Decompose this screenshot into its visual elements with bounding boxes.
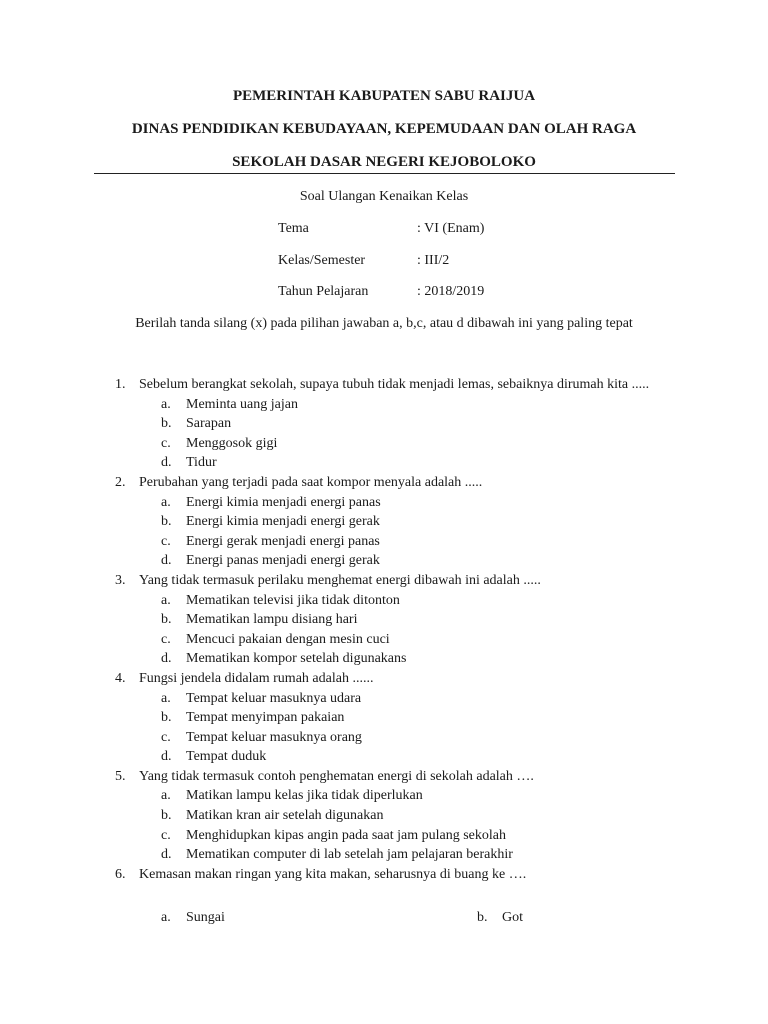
question-text: Kemasan makan ringan yang kita makan, seharusnya di buang ke …. [139, 866, 527, 882]
option-letter: b. [477, 910, 488, 925]
meta-label: Tema [278, 221, 309, 236]
option-text: Energi kimia menjadi energi gerak [186, 514, 380, 530]
exam-title: Soal Ulangan Kenaikan Kelas [299, 189, 469, 204]
option-text: Sungai [186, 910, 225, 925]
answer-option [115, 591, 675, 611]
option-text: Mencuci pakaian dengan mesin cuci [186, 631, 390, 647]
answer-option [115, 689, 675, 709]
answer-option [115, 747, 675, 767]
answer-option [115, 453, 675, 473]
option-letter: c. [161, 435, 171, 451]
option-text: Meminta uang jajan [186, 396, 298, 412]
question-text: Yang tidak termasuk perilaku menghemat energi dibawah ini adalah ..... [139, 572, 541, 588]
question-text: Fungsi jendela didalam rumah adalah ...... [139, 670, 374, 686]
instruction-text: Berilah tanda silang (x) pada pilihan jawaban a, b,c, atau d dibawah ini yang paling tepat [135, 316, 633, 331]
option-text: Sarapan [186, 416, 232, 432]
question-item [115, 669, 675, 689]
header-department: DINAS PENDIDIKAN KEBUDAYAAN, KEPEMUDAAN DAN OLAH RAGA [131, 121, 637, 137]
option-letter: a. [161, 690, 171, 706]
meta-label: Tahun Pelajaran [278, 284, 369, 299]
option-text: Got [502, 910, 523, 925]
option-letter: c. [161, 827, 171, 843]
option-letter: a. [161, 494, 171, 510]
header-school: SEKOLAH DASAR NEGERI KEJOBOLOKO [232, 154, 536, 170]
option-text: Matikan kran air setelah digunakan [186, 808, 384, 824]
meta-value: : 2018/2019 [417, 284, 485, 299]
option-text: Menggosok gigi [186, 435, 278, 451]
header-divider [94, 173, 675, 174]
answer-option [115, 630, 675, 650]
option-text: Energi panas menjadi energi gerak [186, 553, 380, 569]
option-text: Mematikan kompor setelah digunakans [186, 651, 407, 667]
option-text: Mematikan lampu disiang hari [186, 612, 358, 628]
answer-option [115, 610, 675, 630]
answer-option [115, 708, 675, 728]
option-letter: b. [161, 514, 172, 530]
answer-option [115, 728, 675, 748]
option-letter: a. [161, 788, 171, 804]
option-letter: d. [161, 553, 172, 569]
header-government: PEMERINTAH KABUPATEN SABU RAIJUA [232, 88, 536, 104]
option-text: Tempat keluar masuknya orang [186, 729, 362, 745]
answer-option [115, 649, 675, 669]
option-text: Tidur [186, 455, 217, 471]
question-number: 6. [115, 866, 126, 882]
option-text: Tempat keluar masuknya udara [186, 690, 362, 706]
option-text: Mematikan televisi jika tidak ditonton [186, 592, 400, 608]
option-letter: b. [161, 612, 172, 628]
option-text: Mematikan computer di lab setelah jam pelajaran berakhir [186, 847, 513, 863]
option-text: Tempat duduk [186, 749, 267, 765]
answer-option [115, 551, 675, 571]
option-letter: c. [161, 729, 171, 745]
question-item [115, 571, 675, 591]
question-item [115, 767, 675, 787]
option-letter: b. [161, 808, 172, 824]
answer-option [115, 786, 675, 806]
answer-option [115, 493, 675, 513]
meta-label: Kelas/Semester [278, 253, 366, 268]
option-text: Energi gerak menjadi energi panas [186, 533, 380, 549]
question-number: 3. [115, 572, 126, 588]
meta-value: : VI (Enam) [417, 221, 485, 236]
question-number: 5. [115, 768, 126, 784]
option-letter: b. [161, 710, 172, 726]
option-letter: c. [161, 533, 171, 549]
answer-option [115, 826, 675, 846]
meta-value: : III/2 [417, 253, 450, 268]
question-text: Perubahan yang terjadi pada saat kompor menyala adalah ..... [139, 474, 483, 490]
question-number: 2. [115, 474, 126, 490]
question-number: 1. [115, 377, 126, 392]
question-item [115, 375, 675, 395]
question-item [115, 473, 675, 493]
option-letter: a. [161, 910, 171, 925]
answer-option [115, 532, 675, 552]
question-text: Sebelum berangkat sekolah, supaya tubuh tidak menjadi lemas, sebaiknya dirumah kita ..... [139, 377, 650, 392]
option-text: Menghidupkan kipas angin pada saat jam pulang sekolah [186, 827, 506, 843]
option-letter: d. [161, 749, 172, 765]
answer-option [115, 512, 675, 532]
option-text: Matikan lampu kelas jika tidak diperlukan [186, 788, 423, 804]
question-item [115, 865, 675, 885]
question-list [115, 375, 675, 884]
option-letter: b. [161, 416, 172, 432]
answer-option [115, 414, 675, 434]
option-letter: d. [161, 847, 172, 863]
answer-option [115, 845, 675, 865]
option-letter: c. [161, 631, 171, 647]
answer-option [115, 395, 675, 415]
question-number: 4. [115, 670, 126, 686]
option-letter: d. [161, 455, 172, 471]
answer-option [115, 806, 675, 826]
question-6-options [161, 910, 561, 930]
option-letter: a. [161, 396, 171, 412]
option-a [161, 910, 225, 926]
option-letter: a. [161, 592, 171, 608]
option-text: Tempat menyimpan pakaian [186, 710, 345, 726]
answer-option [115, 434, 675, 454]
option-b [477, 910, 523, 926]
option-text: Energi kimia menjadi energi panas [186, 494, 381, 510]
option-letter: d. [161, 651, 172, 667]
question-text: Yang tidak termasuk contoh penghematan energi di sekolah adalah …. [139, 768, 534, 784]
